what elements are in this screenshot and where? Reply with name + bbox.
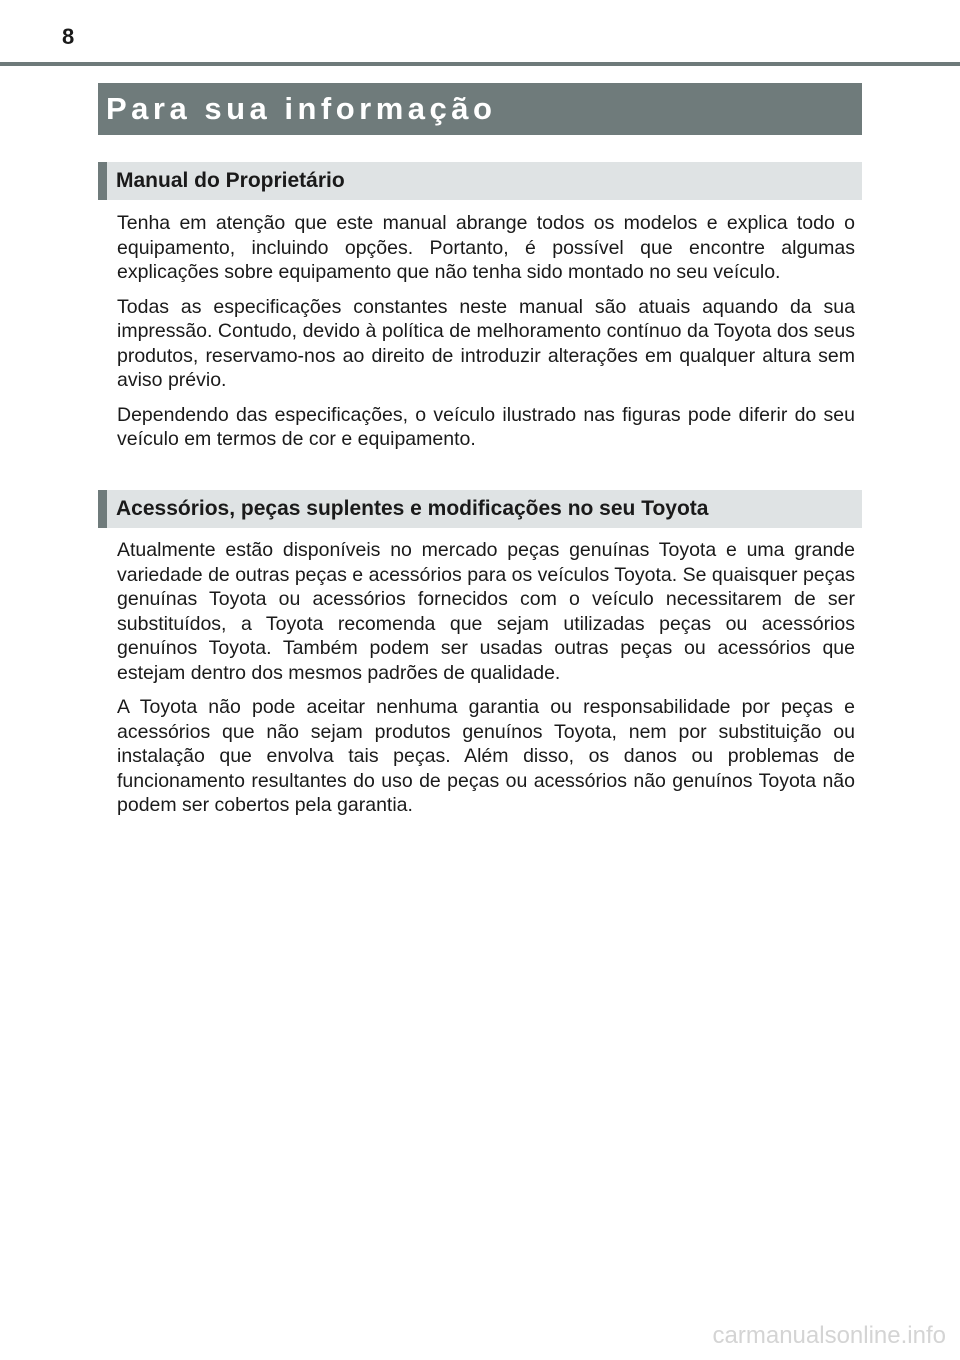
paragraph: A Toyota não pode aceitar nenhuma garantia ou responsabilidade por peças e acessórios que não sejam produtos genuínos Toyota, nem por substituição ou instalação que envolva tais peças. Além disso, os danos ou problemas de funcionamento resultantes do uso de peças ou acessórios não genuínos Toyota não podem ser cobertos pela garantia. [117,696,855,816]
section-body-owners-manual [117,211,855,462]
paragraph: Dependendo das especificações, o veículo ilustrado nas figuras pode diferir do seu veículo em termos de cor e equipamento. [117,403,855,450]
section-body-accessories [117,538,855,828]
page-number: 8 [62,24,75,49]
section-header-owners-manual [98,162,862,200]
page-title: Para sua informação [106,91,497,126]
watermark: carmanualsonline.info [712,1322,946,1349]
paragraph: Todas as especificações constantes neste manual são atuais aquando da sua impressão. Contudo, devido à política de melhoramento contínuo da Toyota dos seus produtos, reservamo-nos ao direito de introduzir alterações em qualquer altura sem aviso prévio. [117,295,855,391]
section-heading: Acessórios, peças suplentes e modificações no seu Toyota [116,497,709,520]
section-header-accessories [98,490,862,528]
title-band [98,83,862,135]
section-heading: Manual do Proprietário [116,169,345,192]
top-rule [0,62,960,66]
paragraph: Tenha em atenção que este manual abrange todos os modelos e explica todo o equipamento, incluindo opções. Portanto, é possível que encontre algumas explicações sobre equipamento que não tenha sido montado no seu veículo. [117,212,855,283]
paragraph: Atualmente estão disponíveis no mercado peças genuínas Toyota e uma grande variedade de outras peças e acessórios para os veículos Toyota. Se quaisquer peças genuínas Toyota ou acessórios fornecidos com o veículo necessitarem de ser substituídos, a Toyota recomenda que sejam utilizadas peças ou acessórios genuínos Toyota. Também podem ser usadas outras peças ou acessórios que estejam dentro dos mesmos padrões de qualidade. [117,539,855,684]
